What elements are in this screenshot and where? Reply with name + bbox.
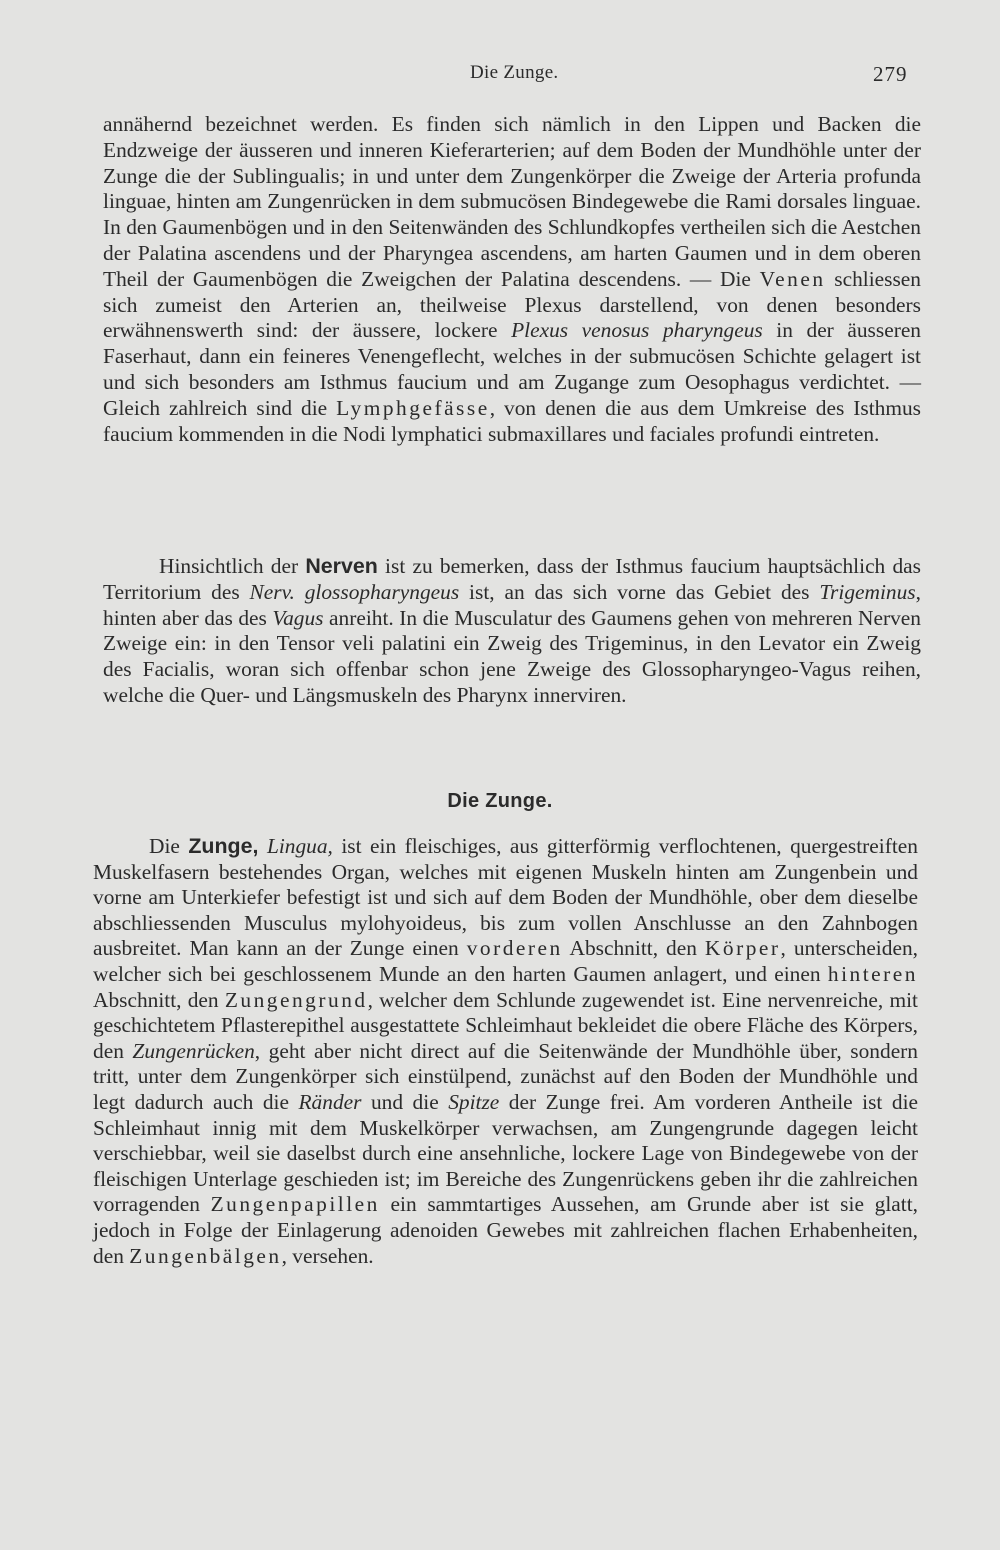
term-plexus-venosus: Plexus venosus pharyngeus (511, 318, 763, 343)
section-heading: Die Zunge. (447, 790, 553, 812)
term-lingua: Lingua, (266, 834, 333, 858)
term-vagus: Vagus (272, 605, 324, 630)
page-number: 279 (873, 62, 908, 86)
term-lymphgefaesse: Lymphgefässe (336, 395, 490, 420)
term-zungenpapillen: Zungenpapillen (210, 1192, 380, 1217)
paragraph-text: Hinsichtlich der Nerven ist zu bemerken, dass der Isthmus faucium hauptsächlich das Territorium des Nerv. glossopharyngeus ist, an das sich vorne das Gebiet des Trigeminus, hinten aber das des Vagus anreiht. In die Musculatur des Gaumens gehen von mehreren Nerven Zweige ein: in den Tensor veli palatini ein Zweig des Trigeminus, in den Levator ein Zweig des Facialis, woran sich offenbar schon jene Zweige des Glossopharyngeo-Vagus reihen, welche die Quer- und Längsmuskeln des Pharynx innerviren. (103, 554, 921, 707)
paragraph-text: Die Zunge, Lingua, ist ein fleischiges, aus gitterförmig verflochtenen, quergestreiften Muskelfasern bestehendes Organ, welches mit eigenen Muskeln hinten am Zungenbein und vorne am Unterkiefer befestigt ist und sich auf dem Boden der Mundhöhle, ober dem dieselbe abschliessenden Musculus mylohyoideus, bis zum vollen Anschlusse an den Zahnbogen ausbreitet. Man kann an der Zunge einen vorderen Abschnitt, den Körper, unterscheiden, welcher sich bei geschlossenem Munde an den harten Gaumen anlagert, und einen hinteren Abschnitt, den Zungengrund, welcher dem Schlunde zugewendet ist. Eine nervenreiche, mit geschichtetem Pflasterepithel ausgestattete Schleimhaut bekleidet die obere Fläche des Körpers, den Zungenrücken, geht aber nicht direct auf die Seitenwände der Mundhöhle über, sondern tritt, unter dem Zungenkörper sich einstülpend, zunächst auf den Boden der Mundhöhle und legt dadurch auch die Ränder und die Spitze der Zunge frei. Am vorderen Antheile ist die Schleimhaut innig mit dem Muskelkörper verwachsen, am Zungengrunde dagegen leicht verschiebbar, weil sie daselbst durch eine ansehnliche, lockere Lage von Bindegewebe von der fleischigen Unterlage geschieden ist; im Bereiche des Zungenrückens geben ihr die zahlreichen vorragenden Zungenpapillen ein sammtartiges Aussehen, am Grunde aber ist sie glatt, jedoch in Folge der Einlagerung adenoiden Gewebes mit zahlreichen flachen Erhabenheiten, den Zungenbälgen, versehen. (93, 834, 919, 1268)
term-raender: Ränder (298, 1089, 362, 1114)
term-nerven: Nerven (305, 554, 378, 578)
term-koerper: Körper (704, 936, 781, 961)
term-venen: Venen (759, 266, 826, 291)
term-trigeminus: Trigeminus (819, 579, 916, 604)
term-nerv-glossopharyngeus: Nerv. glossopharyngeus (249, 579, 460, 604)
term-zungengrund: Zungengrund (224, 987, 368, 1012)
term-zungenbaelgen: Zungenbälgen (129, 1243, 282, 1268)
term-spitze: Spitze (448, 1089, 500, 1114)
term-zungenruecken: Zungenrücken (132, 1038, 255, 1063)
term-hinteren: hinteren (827, 961, 918, 986)
term-vorderen: vorderen (466, 936, 563, 961)
paragraph-blood-supply (103, 112, 921, 447)
running-head (0, 62, 1000, 92)
paragraph-nerves (103, 554, 921, 709)
running-head-title: Die Zunge. (470, 62, 559, 83)
paragraph-tongue (93, 834, 918, 1269)
paragraph-text: annähernd bezeichnet werden. Es finden sich nämlich in den Lippen und Backen die Endzweige der äusseren und inneren Kieferarterien; auf dem Boden der Mundhöhle unter der Zunge die der Sublingualis; in und unter dem Zungenkörper die Zweige der Arteria profunda linguae, hinten am Zungenrücken in dem submucösen Bindegewebe die Rami dorsales linguae. In den Gaumenbögen und in den Seitenwänden des Schlundkopfes vertheilen sich die Aestchen der Palatina ascendens und der Pharyngea ascendens, am harten Gaumen und in dem oberen Theil der Gaumenbögen die Zweigchen der Palatina descendens. — Die Venen schliessen sich zumeist den Arterien an, theilweise Plexus darstellend, von denen besonders erwähnenswerth sind: der äussere, lockere Plexus venosus pharyngeus in der äusseren Faserhaut, dann ein feineres Venengeflecht, welches in der submucösen Schichte gelagert ist und sich besonders am Isthmus faucium und am Zugange zum Oesophagus verdichtet. — Gleich zahlreich sind die Lymphgefässe, von denen die aus dem Umkreise des Isthmus faucium kommenden in die Nodi lymphatici submaxillares und faciales profundi eintreten. (103, 112, 922, 446)
term-zunge: Zunge, (188, 834, 259, 858)
